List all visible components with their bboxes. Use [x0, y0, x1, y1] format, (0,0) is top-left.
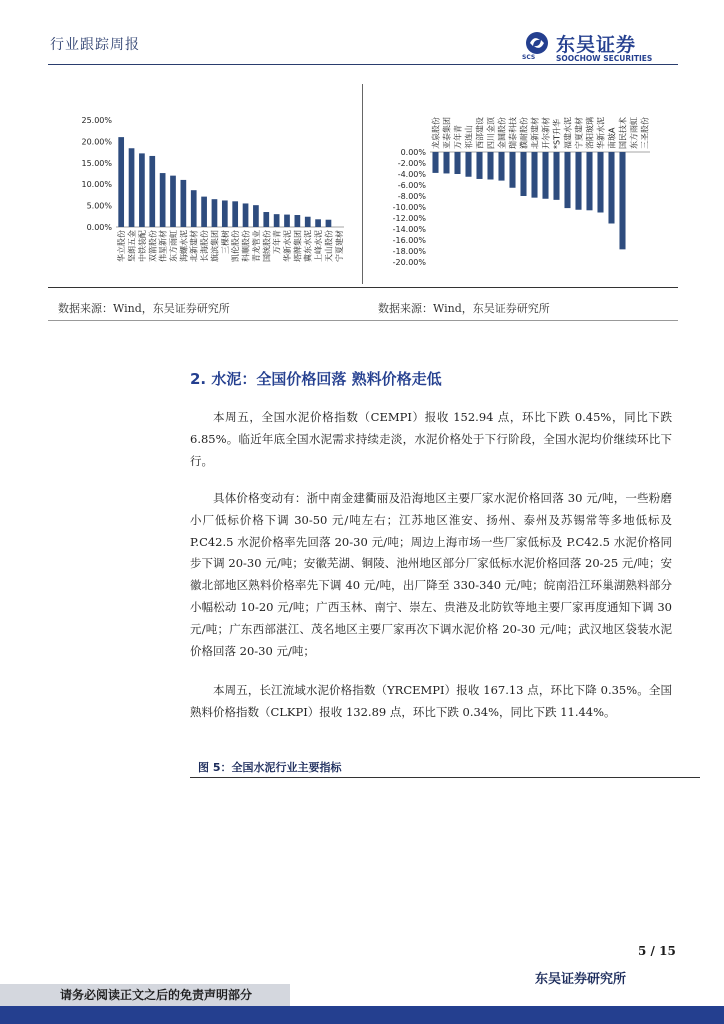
x-category-label: 冀东水泥: [303, 230, 313, 262]
bar: [274, 214, 280, 227]
x-category-label: 开尔新材: [541, 117, 551, 149]
x-category-label: 华新水泥: [283, 230, 292, 262]
bar: [575, 152, 581, 210]
logo-english-name: SOOCHOW SECURITIES: [556, 54, 653, 63]
chart-gainers-svg: [48, 84, 360, 284]
y-tick-label: 0.00%: [400, 148, 426, 157]
y-tick-label: 5.00%: [86, 201, 112, 211]
x-category-label: 海螺水泥: [179, 230, 189, 262]
x-category-label: 国民技术: [618, 117, 628, 149]
paragraph-cement-index: 本周五，全国水泥价格指数（CEMPI）报收 152.94 点，环比下跌 0.45%，同比下跌 6.85%。临近年底全国水泥需求持续走淡，水泥价格处于下行阶段，全国水泥均价继续环比下行。: [190, 410, 672, 468]
figure-caption: 图 5：全国水泥行业主要指标: [198, 761, 342, 774]
y-tick-label: 15.00%: [81, 158, 112, 168]
x-category-label: 东方雨虹: [169, 230, 178, 262]
y-tick-label: -16.00%: [392, 236, 426, 245]
bar: [232, 201, 238, 227]
y-tick-label: 0.00%: [86, 223, 112, 232]
x-category-label: 上峰水泥: [314, 230, 324, 262]
chart-divider: [362, 84, 363, 284]
bar: [118, 137, 124, 227]
bar: [139, 153, 145, 227]
bar: [201, 197, 207, 227]
paragraph-clinker-index: 本周五，长江流域水泥价格指数（YRCEMPI）报收 167.13 点，环比下降 0.35%。全国熟料价格指数（CLKPI）报收 132.89 点，环比下跌 0.34%，同比下跌 11.44%。: [190, 683, 672, 719]
bar: [619, 152, 625, 249]
x-category-label: 洛阳玻璃: [585, 117, 595, 149]
bar: [498, 152, 504, 181]
y-tick-label: -12.00%: [392, 214, 426, 223]
bar: [432, 152, 438, 173]
bar: [263, 212, 269, 227]
footer-band: [0, 1006, 724, 1024]
bar: [253, 205, 259, 227]
bar: [564, 152, 570, 208]
x-category-label: 华新水泥: [596, 117, 606, 149]
bar: [295, 215, 301, 227]
bar: [487, 152, 493, 180]
x-category-label: 科顺股份: [241, 230, 251, 262]
x-category-label: 塔牌集团: [293, 230, 303, 262]
x-category-label: *ST升华: [552, 119, 562, 149]
x-category-label: 华立股份: [117, 230, 127, 262]
brand-logo: [522, 30, 672, 66]
x-category-label: 三棵树: [220, 230, 230, 254]
x-category-label: 凯伦股份: [231, 230, 241, 262]
header-rule: [48, 64, 678, 65]
x-category-label: 龙泉股份: [431, 117, 441, 149]
chart-bottom-rule: [48, 287, 678, 288]
chart-source-left: 数据来源：Wind，东吴证券研究所: [58, 302, 230, 315]
source-rule: [48, 320, 678, 321]
report-type-title: 行业跟踪周报: [50, 37, 140, 53]
bar: [305, 217, 311, 227]
bar: [542, 152, 548, 199]
bar: [531, 152, 537, 198]
x-category-label: 东方雨虹: [629, 117, 639, 149]
x-category-label: 万年青: [453, 125, 463, 149]
x-category-label: 西部建设: [475, 117, 485, 149]
x-category-label: 福建水泥: [563, 117, 573, 149]
x-category-label: 天山股份: [324, 230, 334, 262]
figure-rule: [190, 777, 700, 778]
bar: [181, 180, 187, 227]
x-category-label: 亚泰集团: [442, 117, 452, 149]
x-category-label: 北新建材: [530, 117, 540, 149]
y-tick-label: -4.00%: [397, 170, 426, 179]
footer-org: 东吴证券研究所: [535, 972, 627, 987]
chart-gainers: [48, 84, 360, 284]
bar: [326, 220, 332, 227]
y-tick-label: -18.00%: [392, 247, 426, 256]
x-category-label: 长海股份: [200, 230, 210, 262]
bar: [170, 176, 176, 227]
logo-abbrev: SCS: [522, 54, 536, 61]
bar: [509, 152, 515, 188]
bar: [520, 152, 526, 196]
bar: [149, 156, 155, 227]
bar: [222, 200, 228, 227]
y-tick-label: -10.00%: [392, 203, 426, 212]
disclaimer-text: 请务必阅读正文之后的免责声明部分: [60, 988, 253, 1002]
bar: [476, 152, 482, 179]
y-tick-label: -20.00%: [392, 258, 426, 267]
bar: [454, 152, 460, 174]
y-tick-label: -2.00%: [397, 159, 426, 168]
x-category-label: 南玻A: [607, 127, 617, 149]
x-category-label: 伟星新材: [158, 230, 168, 262]
bar: [608, 152, 614, 224]
x-category-label: 宁夏建材: [334, 230, 344, 262]
y-tick-label: 20.00%: [81, 137, 112, 147]
bar: [553, 152, 559, 200]
x-category-label: 双箭股份: [148, 230, 158, 262]
logo-name: 东吴证券: [556, 34, 637, 56]
x-category-label: 四川金顶: [486, 117, 496, 149]
bar: [191, 190, 197, 227]
x-category-label: 三圣股份: [640, 117, 650, 149]
bar: [443, 152, 449, 173]
bar: [586, 152, 592, 210]
x-category-label: 祁连山: [464, 125, 474, 149]
chart-losers-svg: [368, 84, 678, 284]
section-title: 2. 水泥：全国价格回落 熟料价格走低: [190, 370, 442, 388]
page-number: 5 / 15: [638, 944, 676, 958]
x-category-label: 坚朗五金: [127, 230, 137, 262]
bar: [160, 173, 166, 227]
bar: [212, 199, 218, 227]
bar: [129, 148, 135, 227]
x-category-label: 旗滨集团: [210, 230, 220, 262]
bar: [597, 152, 603, 213]
bar: [315, 219, 321, 227]
x-category-label: 中铁装配: [137, 230, 147, 262]
x-category-label: 国统股份: [262, 230, 272, 262]
y-tick-label: 10.00%: [81, 180, 112, 190]
x-category-label: 青龙管业: [251, 230, 261, 262]
paragraph-price-changes: 具体价格变动有：浙中南金建衢丽及沿海地区主要厂家水泥价格回落 30 元/吨，一些粉磨小厂低标价格下调 30-50 元/吨左右；江苏地区淮安、扬州、泰州及苏锡常等多地低标及 P.C42.5 水泥价格率先回落 20-30 元/吨；周边上海市场一些厂家低标及 P.C42.5 水泥价格同步下调 20-30 元/吨；安徽芜湖、铜陵、池州地区部分厂家低标水泥价格回落 20-25 元/吨；安徽北部地区熟料价格率先下调 40 元/吨，出厂降至 330-340 元/吨；皖南沿江环巢湖熟料部分小幅松动 10-20 元/吨；广西玉林、南宁、崇左、贵港及北防钦等地主要厂家再度通知下调 30 元/吨；广东西部湛江、茂名地区主要厂家再次下调水泥价格 20-30 元/吨；武汉地区袋装水泥价格回落 20-30 元/吨；: [190, 491, 672, 658]
y-tick-label: 25.00%: [81, 116, 112, 125]
x-category-label: 宁夏建材: [574, 117, 584, 149]
x-category-label: 瑞泰科技: [508, 117, 518, 149]
chart-losers: [368, 84, 678, 284]
chart-source-right: 数据来源：Wind，东吴证券研究所: [378, 302, 550, 315]
x-category-label: 濮耐股份: [519, 117, 529, 149]
bar: [465, 152, 471, 177]
x-category-label: 金圆股份: [497, 117, 507, 149]
y-tick-label: -6.00%: [397, 181, 426, 190]
bar: [284, 215, 290, 227]
x-category-label: 万年青: [272, 230, 282, 254]
bar: [243, 203, 249, 227]
y-tick-label: -14.00%: [392, 225, 426, 234]
x-category-label: 北新建材: [189, 230, 199, 262]
y-tick-label: -8.00%: [397, 192, 426, 201]
